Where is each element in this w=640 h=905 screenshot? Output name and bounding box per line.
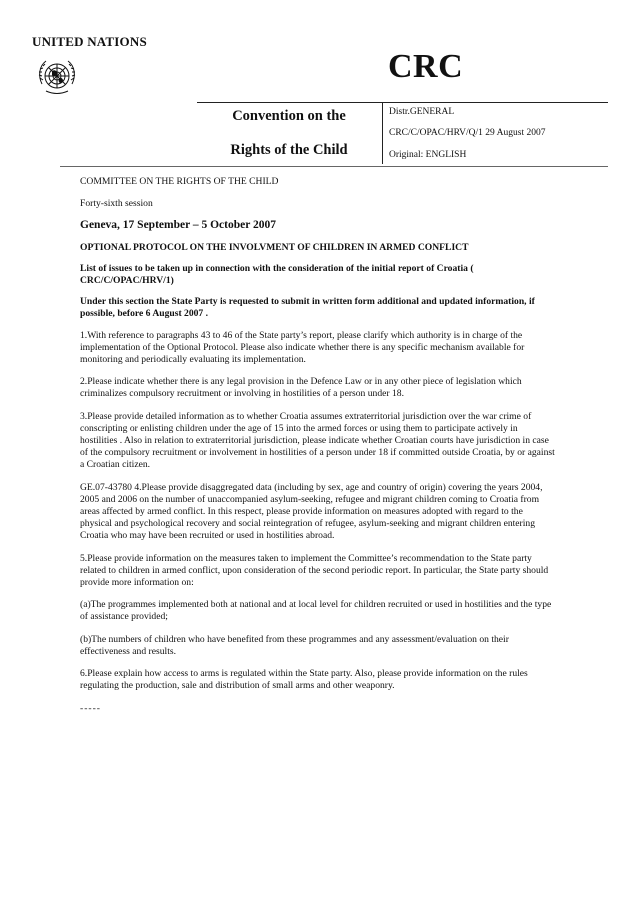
- document-symbol-large: CRC: [388, 48, 464, 85]
- list-of-issues-title: List of issues to be taken up in connection with the consideration of the initial report of Croatia ( CRC/C/OPAC/HRV/1): [80, 262, 474, 287]
- document-reference: CRC/C/OPAC/HRV/Q/1 29 August 2007: [389, 128, 546, 138]
- distribution-label: Distr.GENERAL: [389, 107, 455, 117]
- header-divider: [197, 102, 608, 103]
- organization-name: UNITED NATIONS: [32, 34, 147, 49]
- issue-paragraph-5a: (a)The programmes implemented both at national and at local level for children recruited or used in hostilities and the type of assistance provided;: [80, 599, 552, 623]
- issue-paragraph-5: 5.Please provide information on the measures taken to implement the Committee’s recommendation to the State party related to children in armed conflict, upon consideration of the second periodic report. In particular, the State party should provide more information on:: [80, 552, 549, 589]
- issue-paragraph-6: 6.Please explain how access to arms is regulated within the State party. Also, please provide information on the rules regulating the production, sale and distribution of small arms and other weaponry.: [80, 668, 528, 692]
- convention-title-line1: Convention on the: [232, 108, 346, 124]
- header-bottom-divider: [60, 166, 608, 167]
- issue-paragraph-3: 3.Please provide detailed information as to whether Croatia assumes extraterritorial jurisdiction over the war crime of conscripting or enlisting children under the age of 15 into the armed forces or using them to participate actively in hostilities . Also in relation to extraterritorial jurisdiction, please indicate whether Croatian courts have jurisdiction in case of the compulsory recruitment or involvement in hostilities of a person under 18 if committed outside Croatia, by or against a Croatian citizen.: [80, 410, 555, 471]
- issue-paragraph-1: 1.With reference to paragraphs 43 to 46 of the State party’s report, please clarify which authority is in charge of the implementation of the Optional Protocol. Please also indicate whether there is any specific mechanism available for monitoring and periodically evaluating its implementation.: [80, 329, 525, 366]
- convention-title-line2: Rights of the Child: [230, 142, 348, 158]
- issue-paragraph-2: 2.Please indicate whether there is any legal provision in the Defence Law or in any other piece of legislation which criminalizes compulsory recruitment or involving in hostilities of a person under 18.: [80, 376, 522, 400]
- issue-paragraph-5b: (b)The numbers of children who have benefited from these programmes and any assessment/evaluation on their effectiveness and results.: [80, 633, 509, 657]
- issue-paragraph-4: GE.07-43780 4.Please provide disaggregated data (including by sex, age and country of origin) covering the years 2004, 2005 and 2006 on the number of unaccompanied asylum-seeking, refugee and migrant children coming to Croatia from areas affected by armed conflict. In this respect, please provide information on measures adopted with regard to the physical and psychological recovery and social reintegration of refugee, asylum-seeking and migrant children entering Croatia who may have been recruited or used in hostilities abroad.: [80, 481, 543, 542]
- protocol-title: OPTIONAL PROTOCOL ON THE INVOLVMENT OF CHILDREN IN ARMED CONFLICT: [80, 241, 469, 253]
- header-column-divider: [382, 102, 383, 164]
- un-emblem-icon: [32, 56, 82, 100]
- submission-instruction: Under this section the State Party is requested to submit in written form additional and updated information, if possible, before 6 August 2007 .: [80, 296, 535, 320]
- end-mark: -----: [80, 702, 101, 714]
- committee-name: COMMITTEE ON THE RIGHTS OF THE CHILD: [80, 176, 279, 187]
- session-label: Forty-sixth session: [80, 198, 153, 210]
- document-body: [80, 176, 556, 715]
- original-language: Original: ENGLISH: [389, 150, 467, 160]
- location-and-dates: Geneva, 17 September – 5 October 2007: [80, 219, 277, 232]
